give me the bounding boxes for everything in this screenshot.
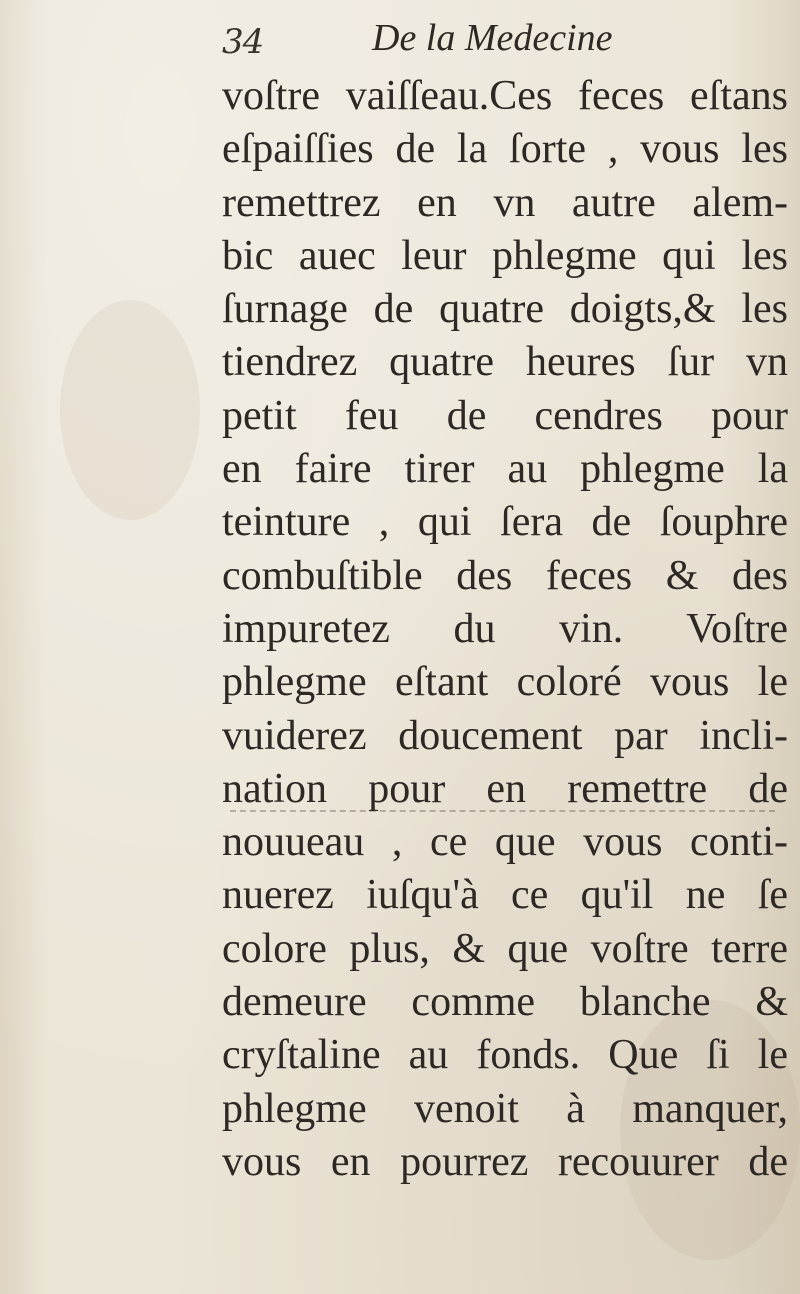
text-line: phlegme eſtant coloré vous le [222, 659, 788, 706]
text-line: cryſtaline au fonds. Que ſi le [222, 1032, 788, 1079]
text-line: remettrez en vn autre alem- [222, 179, 788, 226]
text-line: phlegme venoit à manquer, [222, 1085, 788, 1132]
text-line: teinture , qui ſera de ſouphre [222, 499, 788, 546]
text-line: ſurnage de quatre doigts,& les [222, 286, 788, 333]
body-text [222, 70, 788, 1189]
text-line: eſpaiſſies de la ſorte , vous les [222, 126, 788, 173]
text-line: en faire tirer au phlegme la [222, 446, 788, 493]
text-line: nouueau , ce que vous conti- [222, 819, 788, 866]
text-line: combuſtible des feces & des [222, 552, 788, 599]
text-line: vuiderez doucement par incli- [222, 712, 788, 759]
running-title: De la Medecine [372, 17, 613, 59]
text-line: petit feu de cendres pour [222, 392, 788, 439]
text-line: vous en pourrez recouurer de [222, 1138, 788, 1185]
text-line: colore plus, & que voſtre terre [222, 925, 788, 972]
page-number: 34 [222, 22, 264, 62]
text-line: nuerez iuſqu'à ce qu'il ne ſe [222, 872, 788, 919]
text-line: nation pour en remettre de [222, 765, 788, 812]
text-line: demeure comme blanche & [222, 979, 788, 1026]
text-line: impuretez du vin. Voſtre [222, 605, 788, 652]
paper-stain [60, 300, 200, 520]
text-line: voſtre vaiſſeau.Ces feces eſtans [222, 73, 788, 119]
text-line: bic auec leur phlegme qui les [222, 232, 788, 279]
running-head [222, 16, 782, 68]
text-line: tiendrez quatre heures ſur vn [222, 339, 788, 386]
bottom-rule [230, 810, 775, 814]
